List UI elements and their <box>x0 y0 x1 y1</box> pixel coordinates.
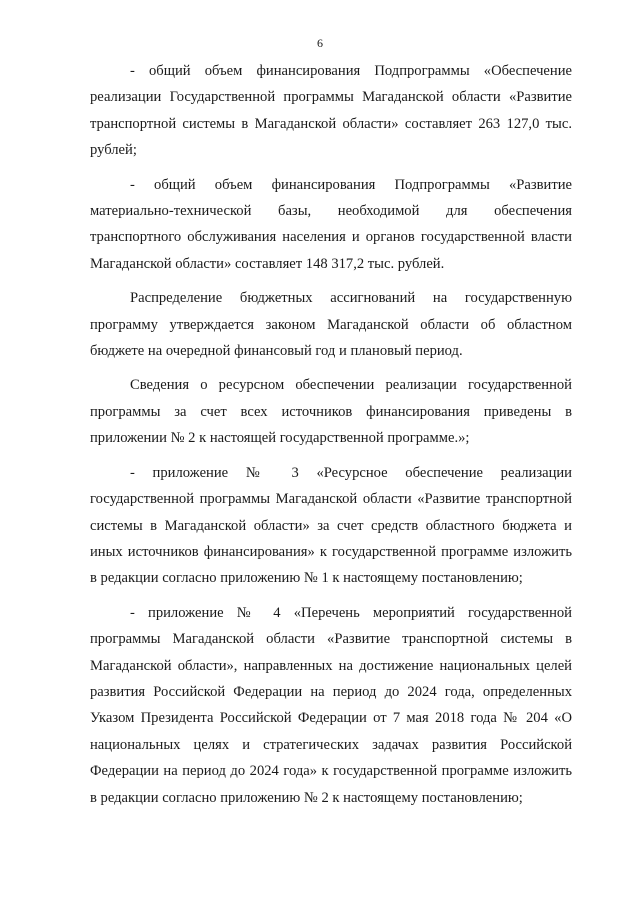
paragraph-resource-info: Сведения о ресурсном обеспечении реализации государственной программы за счет всех источников финансирования приведены в приложении № 2 к настоящей государственной программе.»; <box>90 377 572 447</box>
paragraph-subprogram-material-base-funding: - общий объем финансирования Подпрограммы «Развитие материально-технической базы, необходимой для обеспечения транспортного обслуживания населения и органов государственной власти Магаданской области» составляет 148 317,2 тыс. рублей. <box>90 176 572 272</box>
paragraph-budget-allocation: Распределение бюджетных ассигнований на государственную программу утверждается законом Магаданской области об областном бюджете на очередной финансовый год и плановый период. <box>90 290 572 360</box>
paragraph-appendix-3: - приложение № 3 «Ресурсное обеспечение реализации государственной программы Магаданской области «Развитие транспортной системы в Магаданской области» за счет средств областного бюджета и иных источников финансирования» к государственной программе изложить в редакции согласно приложению № 1 к настоящему постановлению; <box>90 464 572 587</box>
paragraph-appendix-4: - приложение № 4 «Перечень мероприятий государственной программы Магаданской области «Развитие транспортной системы в Магаданской области», направленных на достижение национальных целей развития Российской Федерации на период до 2024 года, определенных Указом Президента Российской Федерации от 7 мая 2018 года № 204 «О национальных целях и стратегических задачах развития Российской Федерации на период до 2024 года» к государственной программе изложить в редакции согласно приложению № 2 к настоящему постановлению; <box>90 604 572 806</box>
page-number: 6 <box>317 36 323 50</box>
document-body <box>90 58 572 819</box>
paragraph-subprogram-support-funding: - общий объем финансирования Подпрограммы «Обеспечение реализации Государственной программы Магаданской области «Развитие транспортной системы в Магаданской области» составляет 263 127,0 тыс. рублей; <box>90 63 572 159</box>
